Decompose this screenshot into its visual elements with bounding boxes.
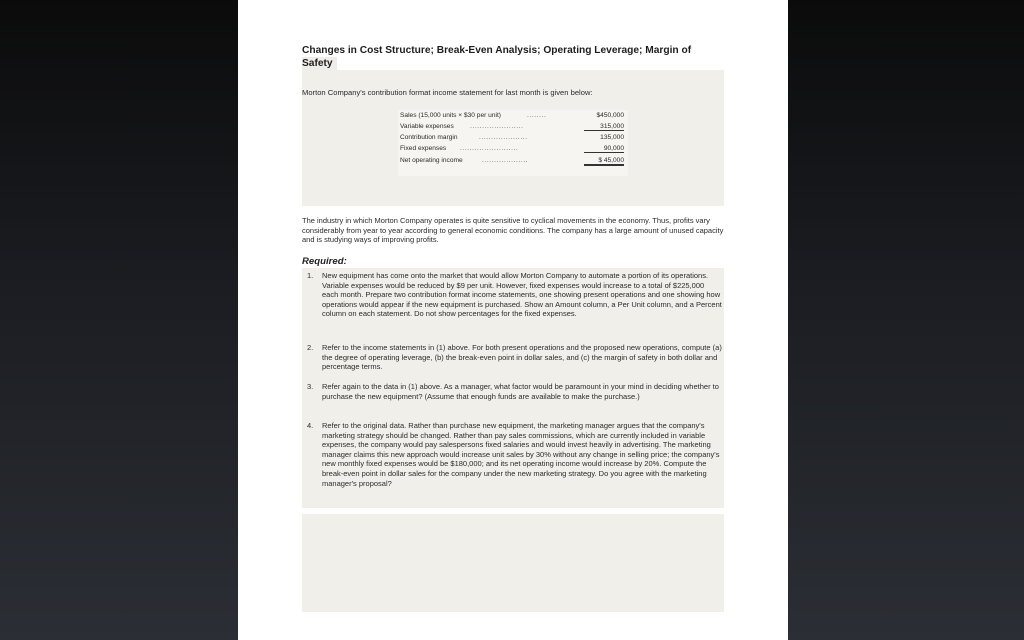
intro-text: Morton Company's contribution format income statement for last month is given below: — [302, 88, 593, 97]
required-heading: Required: — [302, 256, 347, 267]
question-text: Refer to the original data. Rather than purchase new equipment, the marketing manager argues that the company's marketing strategy should be changed. Rather than pay sales commissions, which are currently included in variable expenses, the company would pay salespersons fixed salaries and would invest heavily in advertising. The marketing manager claims this new approach would increase unit sales by 30% without any change in selling price; the company's new monthly fixed expenses would be $180,000; and its net operating income would increase by 20%. Compute the break-even point in dollar sales for the company under the new marketing strategy. Do you agree with the marketing manager's proposal? — [322, 421, 720, 488]
statement-label: Variable expenses — [400, 123, 454, 130]
question-text: New equipment has come onto the market that would allow Morton Company to automate a portion of its operations. Variable expenses would be reduced by $9 per unit. However, fixed expenses would increase to a total of $225,000 each month. Prepare two contribution format income statements, one showing present operations and one showing how operations would appear if the new equipment is purchased. Show an Amount column, a Per Unit column, and a Percent column on each statement. Do not show percentages for the fixed expenses. — [322, 271, 722, 319]
statement-row — [400, 112, 626, 123]
statement-dots: .................... — [479, 134, 528, 141]
statement-amount: $ 45,000 — [584, 157, 624, 166]
statement-dots: ................... — [482, 157, 529, 164]
income-statement — [398, 110, 628, 176]
statement-amount: 315,000 — [584, 123, 624, 131]
document-page — [238, 0, 788, 640]
question-text: Refer again to the data in (1) above. As a manager, what factor would be paramount in your mind in deciding whether to purchase the new equipment? (Assume that enough funds are available to make the purchase.) — [322, 382, 719, 401]
statement-row — [400, 123, 626, 134]
question-number: 2. — [307, 343, 314, 352]
question-text: Refer to the income statements in (1) above. For both present operations and the proposed new operations, compute (a) the degree of operating leverage, (b) the break-even point in dollar sales, and (c) the margin of safety in both dollar and percentage terms. — [322, 343, 722, 372]
statement-label: Contribution margin — [400, 134, 458, 141]
statement-amount: $450,000 — [596, 112, 624, 119]
question-number: 1. — [307, 271, 314, 280]
scan-panel-blank — [302, 514, 724, 612]
statement-dots: ........ — [527, 112, 547, 119]
statement-label: Net operating income — [400, 157, 463, 164]
statement-row — [400, 145, 626, 156]
statement-dots: ...................... — [470, 123, 524, 130]
title-line-1: Changes in Cost Structure; Break-Even Analysis; Operating Leverage; Margin of — [302, 45, 692, 56]
statement-dots: ........................ — [460, 145, 519, 152]
title-line-2: Safety — [302, 57, 337, 70]
industry-paragraph: The industry in which Morton Company operates is quite sensitive to cyclical movements in the economy. Thus, profits vary considerably from year to year according to general economic conditions. The company has a large amount of unused capacity and is studying ways of improving profits. — [302, 216, 724, 245]
statement-row — [400, 134, 626, 145]
question-number: 3. — [307, 382, 314, 391]
question-number: 4. — [307, 421, 314, 430]
statement-amount: 90,000 — [584, 145, 624, 153]
statement-row — [400, 157, 626, 168]
statement-label: Sales (15,000 units × $30 per unit) — [400, 112, 501, 119]
page-title — [302, 44, 732, 70]
statement-label: Fixed expenses — [400, 145, 447, 152]
statement-amount: 135,000 — [600, 134, 624, 141]
